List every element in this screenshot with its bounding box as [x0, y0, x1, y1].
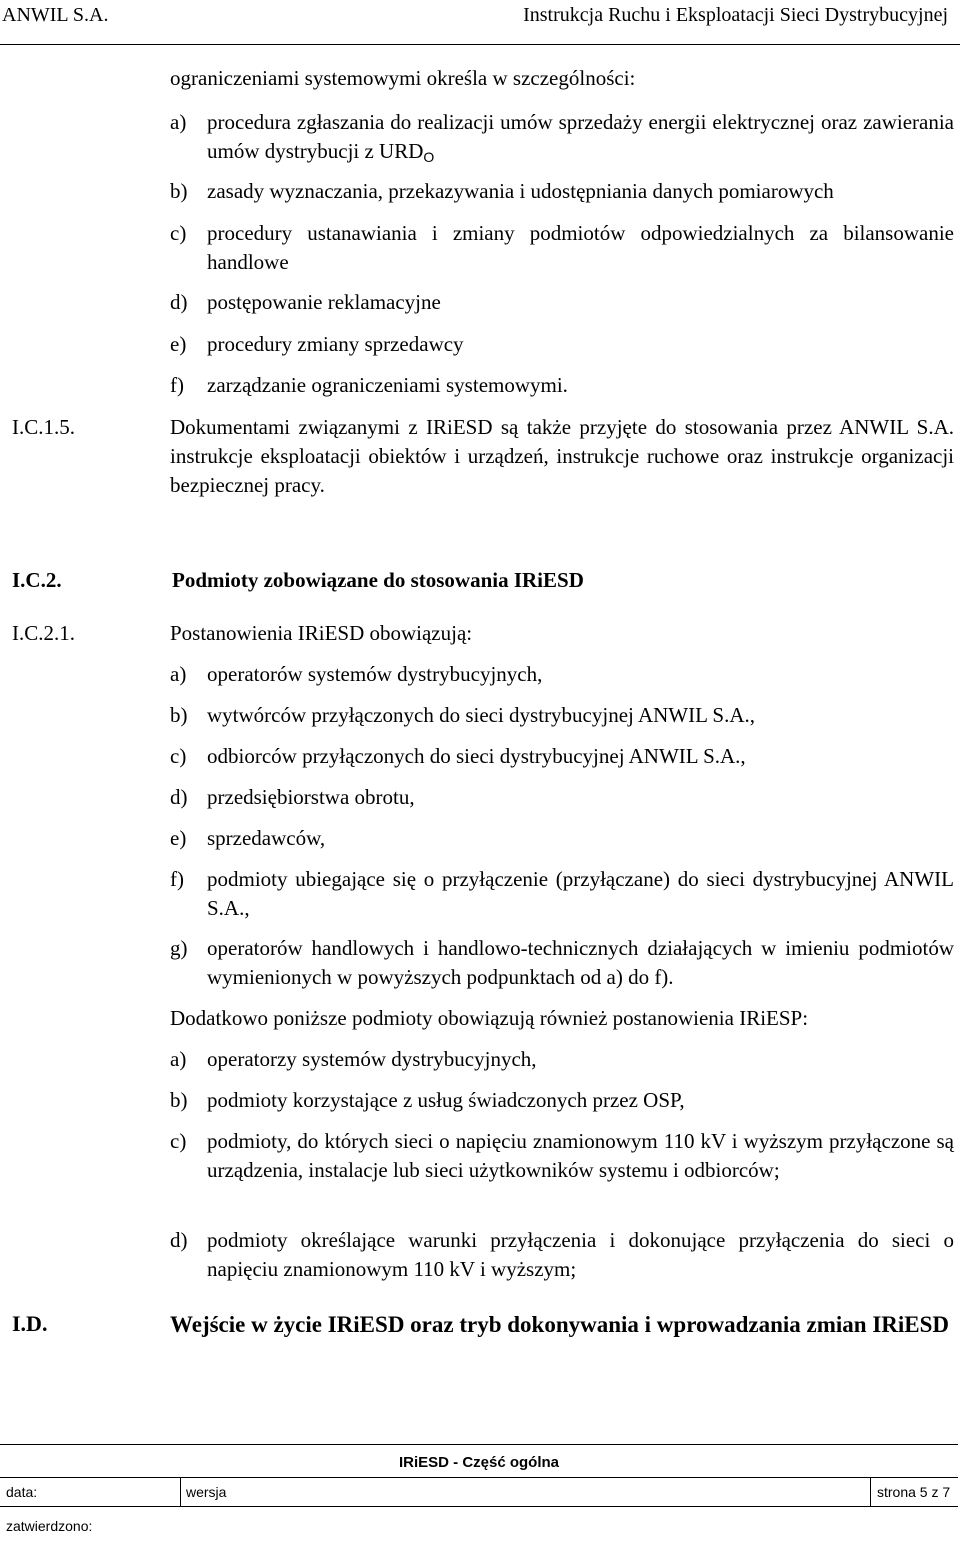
list-label: f) — [170, 373, 184, 397]
footer-version-label: wersja — [186, 1484, 227, 1500]
list-item — [170, 1226, 954, 1284]
list-label: d) — [170, 785, 188, 809]
additional-intro: Dodatkowo poniższe podmioty obowiązują również postanowienia IRiESP: — [170, 1006, 809, 1030]
list-item-a — [170, 108, 954, 172]
list-text: podmioty ubiegające się o przyłączenie (przyłączane) do sieci dystrybucyjnej ANWIL S.A., — [207, 867, 954, 920]
intro-line: ograniczeniami systemowymi określa w szczególności: — [170, 66, 636, 90]
list-item-d — [170, 288, 954, 317]
list-text: podmioty określające warunki przyłączenia i dokonujące przyłączenia do sieci o napięciu znamionowym 110 kV i wyższym; — [207, 1228, 954, 1281]
list-label: f) — [170, 867, 184, 891]
list-label: c) — [170, 221, 187, 245]
footer-approved-label: zatwierdzono: — [6, 1518, 93, 1534]
list-item-f — [170, 371, 954, 400]
list-label: b) — [170, 703, 188, 727]
footer-row — [0, 1507, 958, 1545]
footer-title: IRiESD - Część ogólna — [0, 1445, 958, 1478]
list-label: d) — [170, 1228, 188, 1252]
page-footer — [0, 1444, 958, 1545]
list-text: operatorów handlowych i handlowo-technicznych działających w imieniu podmiotów wymienionych w powyższych podpunktach od a) do f). — [207, 936, 954, 989]
list-text: procedury zmiany sprzedawcy — [207, 332, 464, 356]
section-number: I.C.2.1. — [12, 621, 75, 645]
footer-row — [0, 1478, 958, 1507]
list-label: a) — [170, 662, 187, 686]
list-item — [170, 660, 954, 689]
subscript: O — [423, 149, 435, 165]
list-label: c) — [170, 744, 187, 768]
list-item — [170, 1086, 954, 1115]
list-item — [170, 1045, 954, 1074]
section-heading: Podmioty zobowiązane do stosowania IRiESD — [172, 568, 584, 592]
list-item — [170, 824, 954, 853]
list-item — [170, 783, 954, 812]
list-label: a) — [170, 110, 187, 134]
list-label: b) — [170, 1088, 188, 1112]
list-text: przedsiębiorstwa obrotu, — [207, 785, 415, 809]
list-item — [170, 934, 954, 992]
section-number: I.C.2. — [12, 568, 62, 592]
list-item — [170, 865, 954, 923]
list-text: operatorów systemów dystrybucyjnych, — [207, 662, 543, 686]
list-item — [170, 1127, 954, 1185]
list-text: zasady wyznaczania, przekazywania i udostępniania danych pomiarowych — [207, 179, 834, 203]
header-document-title: Instrukcja Ruchu i Eksploatacji Sieci Dystrybucyjnej — [523, 4, 948, 26]
list-label: e) — [170, 826, 187, 850]
footer-date-label: data: — [6, 1484, 38, 1500]
list-label: g) — [170, 936, 188, 960]
list-item-b — [170, 177, 954, 206]
list-label: b) — [170, 179, 188, 203]
list-label: a) — [170, 1047, 187, 1071]
page-header — [0, 0, 960, 45]
footer-page-number: strona 5 z 7 — [877, 1484, 951, 1500]
section-number: I.C.1.5. — [12, 415, 75, 439]
list-item-e — [170, 330, 954, 359]
list-item — [170, 701, 954, 730]
list-text: podmioty, do których sieci o napięciu znamionowym 110 kV i wyższym przyłączone są urządzenia, instalacje lub sieci użytkowników systemu i odbiorców; — [207, 1129, 954, 1182]
footer-divider — [180, 1478, 181, 1506]
list-item — [170, 742, 954, 771]
section-paragraph: Dokumentami związanymi z IRiESD są także przyjęte do stosowania przez ANWIL S.A. instrukcje eksploatacji obiektów i urządzeń, instrukcje ruchowe oraz instrukcje organizacji bezpiecznej pracy. — [170, 415, 954, 497]
list-text: zarządzanie ograniczeniami systemowymi. — [207, 373, 568, 397]
list-label: c) — [170, 1129, 187, 1153]
section-number: I.D. — [12, 1311, 48, 1336]
list-text: sprzedawców, — [207, 826, 326, 850]
list-label: e) — [170, 332, 187, 356]
list-item-c — [170, 219, 954, 277]
header-company: ANWIL S.A. — [2, 4, 109, 26]
section-heading: Wejście w życie IRiESD oraz tryb dokonywania i wprowadzania zmian IRiESD — [170, 1312, 950, 1337]
list-text: operatorzy systemów dystrybucyjnych, — [207, 1047, 537, 1071]
list-text: odbiorców przyłączonych do sieci dystrybucyjnej ANWIL S.A., — [207, 744, 746, 768]
list-label: d) — [170, 290, 188, 314]
list-text: procedura zgłaszania do realizacji umów sprzedaży energii elektrycznej oraz zawierania umów dystrybucji z $URD_O$ — [207, 110, 954, 165]
list-text: podmioty korzystające z usług świadczonych przez OSP, — [207, 1088, 685, 1112]
list-text: wytwórców przyłączonych do sieci dystrybucyjnej ANWIL S.A., — [207, 703, 755, 727]
footer-divider — [870, 1478, 871, 1506]
section-intro: Postanowienia IRiESD obowiązują: — [170, 621, 473, 645]
list-text: postępowanie reklamacyjne — [207, 290, 441, 314]
list-text: procedury ustanawiania i zmiany podmiotów odpowiedzialnych za bilansowanie handlowe — [207, 221, 954, 274]
